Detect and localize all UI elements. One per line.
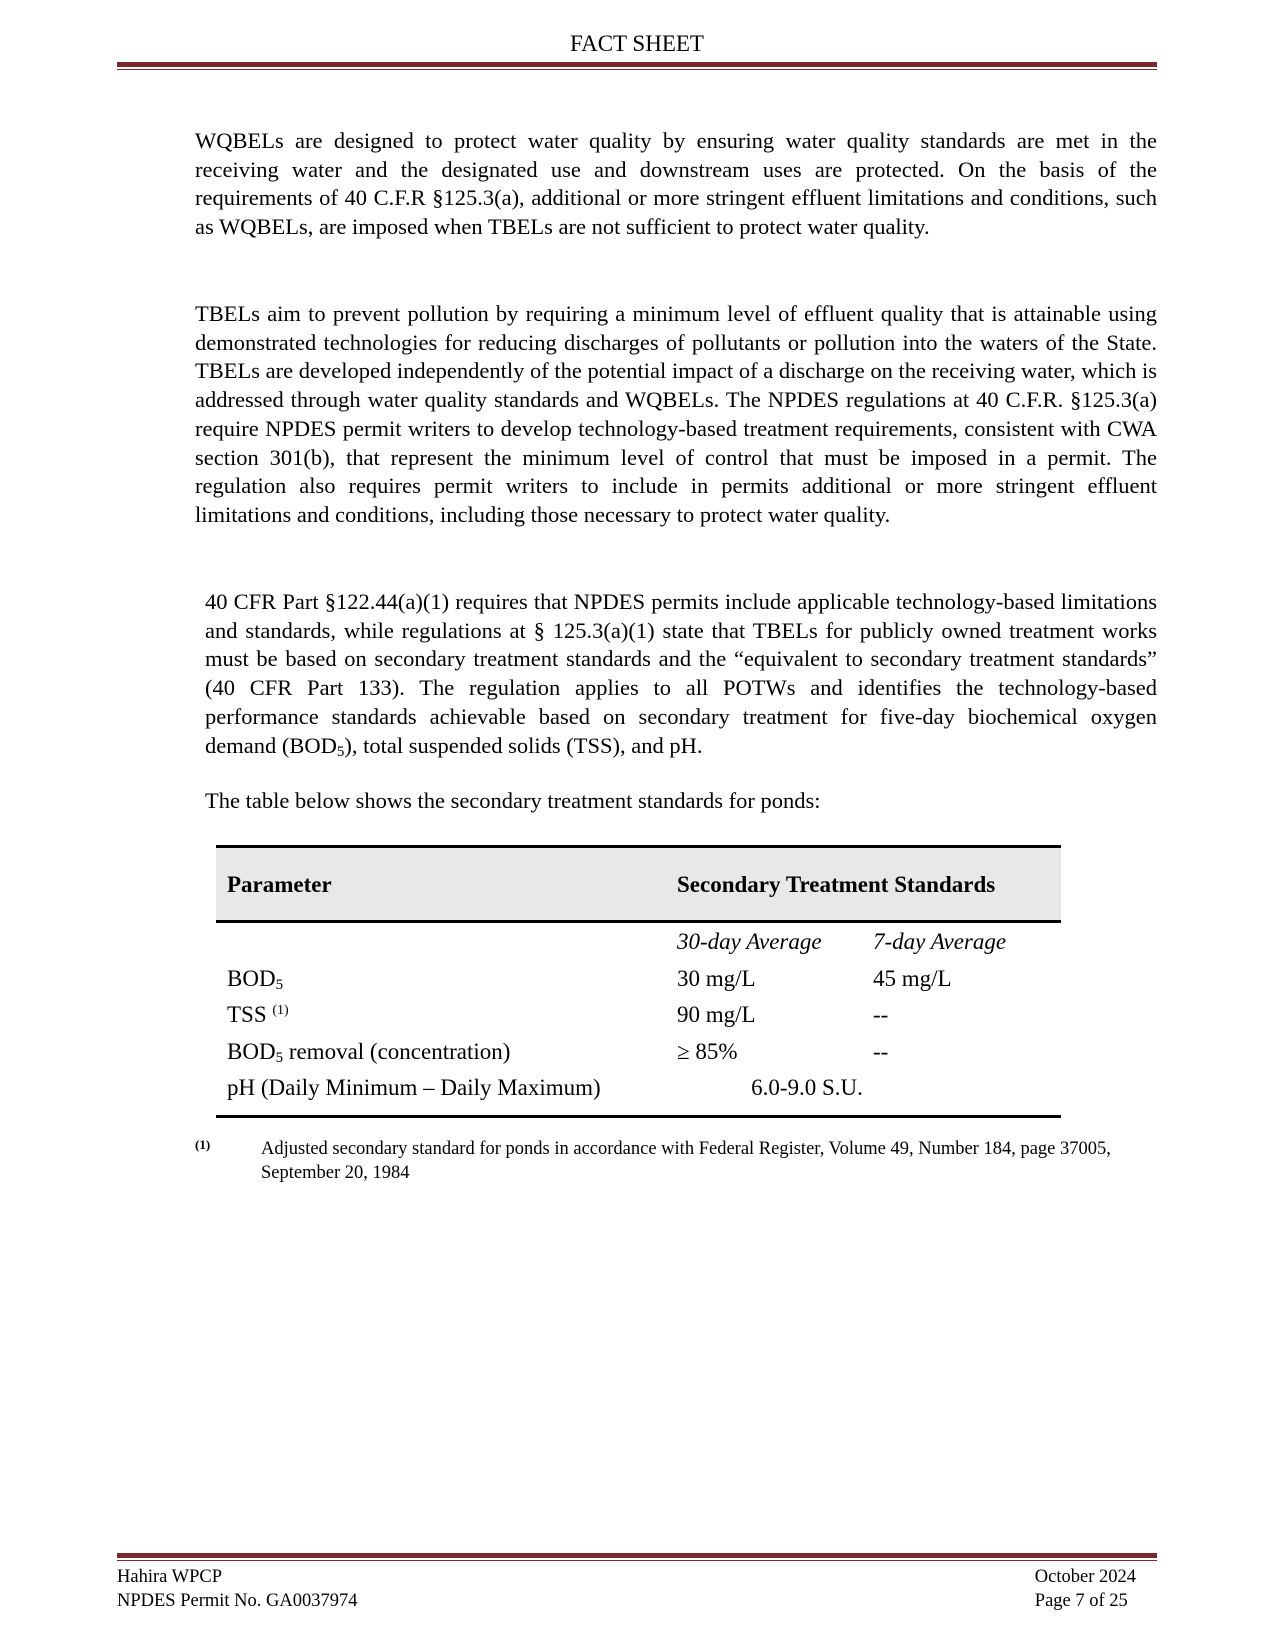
parameter-text-rest: removal (concentration): [283, 1039, 511, 1064]
footer-right: [1035, 1565, 1136, 1613]
paragraph-cfr-text-1: 40 CFR Part §122.44(a)(1) requires that NPDES permits include applicable technology-based limitations and standards, while regulations at § 125.3(a)(1) state that TBELs for publicly owned treatment works must be based on secondary treatment standards and the “equivalent to secondary treatment standards” (40 CFR Part 133). The regulation applies to all POTWs and identifies the technology-based performance standards achievable based on secondary treatment for five-day biochemical oxygen demand (BOD: [205, 589, 1157, 758]
subscript-5: 5: [275, 977, 284, 993]
row-7-day-value: 45 mg/L: [873, 966, 952, 991]
header-rule: [117, 62, 1157, 70]
row-30-day-value: ≥ 85%: [677, 1039, 738, 1064]
table-subheader-row: [216, 923, 1061, 960]
paragraph-tbels: TBELs aim to prevent pollution by requiring a minimum level of effluent quality that is attainable using demonstrated technologies for reducing discharges of pollutants or pollution into the waters of the State. TBELs are developed independently of the potential impact of a discharge on the receiving water, which is addressed through water quality standards and WQBELs. The NPDES regulations at 40 C.F.R. §125.3(a) require NPDES permit writers to develop technology-based treatment requirements, consistent with CWA section 301(b), that represent the minimum level of control that must be imposed in a permit. The regulation also requires permit writers to include in permits additional or more stringent effluent limitations and conditions, including those necessary to protect water quality.: [195, 301, 1157, 527]
subscript-5: 5: [336, 743, 345, 760]
table-header: [216, 845, 1061, 923]
row-parameter: [227, 996, 289, 1033]
footer-page-number: Page 7 of 25: [1034, 1591, 1128, 1611]
paragraph-table-intro: The table below shows the secondary treatment standards for ponds:: [205, 788, 821, 813]
footer-facility: Hahira WPCP: [117, 1567, 223, 1587]
row-7-day-value: --: [873, 1039, 889, 1064]
paragraph-cfr-text-2: ), total suspended solids (TSS), and pH.: [344, 732, 703, 758]
footer-date: October 2024: [1034, 1567, 1136, 1587]
row-7-day-value: --: [873, 1002, 889, 1027]
row-parameter: [227, 1033, 510, 1070]
table-row: [216, 996, 1061, 1033]
parameter-text: BOD: [227, 1039, 276, 1064]
column-header-parameter: Parameter: [227, 872, 332, 897]
row-parameter: [227, 960, 283, 997]
paragraph-cfr-requirements: [205, 588, 1157, 760]
page-header-title: FACT SHEET: [570, 31, 704, 56]
footer-left: [117, 1565, 358, 1613]
row-combined-value: 6.0-9.0 S.U.: [751, 1075, 863, 1100]
table-body: [216, 923, 1061, 1118]
footnote-ref: (1): [272, 1003, 289, 1018]
row-30-day-value: 90 mg/L: [677, 1002, 756, 1027]
footnote-mark: (1): [195, 1137, 211, 1152]
parameter-text: TSS: [227, 1002, 273, 1027]
subheader-7-day: 7-day Average: [873, 929, 1007, 954]
table-row: [216, 1033, 1061, 1070]
row-30-day-value: 30 mg/L: [677, 966, 756, 991]
footer-permit-number: NPDES Permit No. GA0037974: [117, 1591, 358, 1611]
footer-rule: [117, 1553, 1157, 1561]
parameter-text: BOD: [227, 966, 276, 991]
table-row: [216, 1069, 1061, 1106]
secondary-treatment-table: [216, 845, 1061, 1118]
subscript-5: 5: [275, 1050, 284, 1066]
subheader-30-day: 30-day Average: [677, 929, 822, 954]
paragraph-wqbels: WQBELs are designed to protect water quality by ensuring water quality standards are met in the receiving water and the designated use and downstream uses are protected. On the basis of the requirements of 40 C.F.R §125.3(a), additional or more stringent effluent limitations and conditions, such as WQBELs, are imposed when TBELs are not sufficient to protect water quality.: [195, 128, 1157, 240]
row-parameter: pH (Daily Minimum – Daily Maximum): [227, 1075, 601, 1100]
column-header-standards: Secondary Treatment Standards: [677, 872, 996, 897]
table-row: [216, 960, 1061, 997]
footnote-text: Adjusted secondary standard for ponds in accordance with Federal Register, Volume 49, Number 184, page 37005, September 20, 1984: [261, 1139, 1111, 1183]
